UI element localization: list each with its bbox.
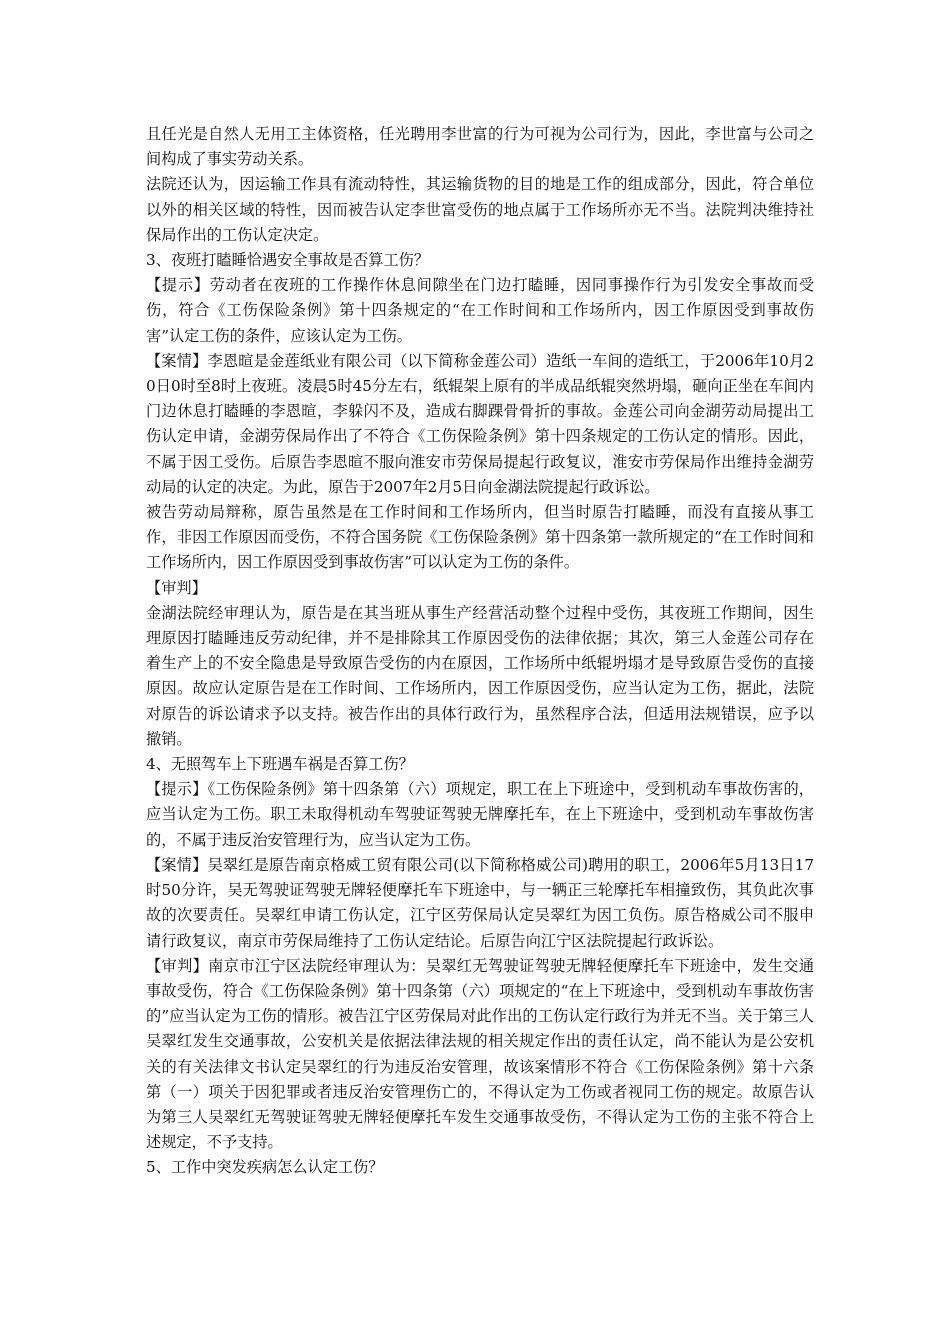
paragraph-case-3-judgment: 金湖法院经审理认为，原告是在其当班从事生产经营活动整个过程中受伤，其夜班工作期间，因生理原因打瞌睡违反劳动纪律，并不是排除其工作原因受伤的法律依据；其次，第三人金莲公司存在着生产上的不安全隐患是导致原告受伤的内在原因，工作场所中纸辊坍塌才是导致原告受伤的直接原因。故应认定原告是在工作时间、工作场所内，因工作原因受伤，应当认定为工伤，据此，法院对原告的诉讼请求予以支持。被告作出的具体行政行为，虽然程序合法，但适用法规错误，应予以撤销。 — [146, 603, 814, 748]
document-page — [146, 122, 814, 1181]
paragraph-case-3-hint: 【提示】劳动者在夜班的工作操作休息间隙坐在门边打瞌睡，因同事操作行为引发安全事故而受伤，符合《工伤保险条例》第十四条规定的“在工作时间和工作场所内，因工作原因受到事故伤害”认定工伤的条件，应该认定为工伤。 — [146, 276, 814, 345]
paragraph-court-opinion: 法院还认为，因运输工作具有流动特性，其运输货物的目的地是工作的组成部分，因此，符合单位以外的相关区域的特性，因而被告认定李世富受伤的地点属于工作场所亦无不当。法院判决维持社保局作出的工伤认定决定。 — [146, 175, 814, 244]
paragraph-case-4-judgment: 【审判】南京市江宁区法院经审理认为：吴翠红无驾驶证驾驶无牌轻便摩托车下班途中，发生交通事故受伤，符合《工伤保险条例》第十四条第（六）项规定的“在上下班途中，受到机动车事故伤害的”应当认定为工伤的情形。被告江宁区劳保局对此作出的工伤认定行政行为并无不当。关于第三人吴翠红发生交通事故，公安机关是依据法律法规的相关规定作出的责任认定，尚不能认为是公安机关的有关法律文书认定吴翠红的行为违反治安管理，故该案情形不符合《工伤保险条例》第十六条第（一）项关于因犯罪或者违反治安管理伤亡的，不得认定为工伤或者视同工伤的规定。故原告认为第三人吴翠红无驾驶证驾驶无牌轻便摩托车发生交通事故受伤，不得认定为工伤的主张不符合上述规定，不予支持。 — [146, 956, 814, 1152]
paragraph-case-3-defense: 被告劳动局辩称，原告虽然是在工作时间和工作场所内，但当时原告打瞌睡，而没有直接从事工作，非因工作原因而受伤，不符合国务院《工伤保险条例》第十四条第一款所规定的“在工作时间和工作场所内，因工作原因受到事故伤害”可以认定为工伤的条件。 — [146, 503, 814, 572]
heading-case-5: 5、工作中突发疾病怎么认定工伤？ — [146, 1158, 384, 1177]
paragraph-employment-relation: 且任光是自然人无用工主体资格，任光聘用李世富的行为可视为公司行为，因此，李世富与公司之间构成了事实劳动关系。 — [146, 125, 814, 169]
heading-case-3: 3、夜班打瞌睡恰遇安全事故是否算工伤？ — [146, 251, 430, 270]
paragraph-case-3-facts: 【案情】李恩暄是金莲纸业有限公司（以下简称金莲公司）造纸一车间的造纸工，于2006年10月20日0时至8时上夜班。凌晨5时45分左右，纸辊架上原有的半成品纸辊突然坍塌，砸向正坐在车间内门边休息打瞌睡的李恩暄，李躲闪不及，造成右脚踝骨骨折的事故。金莲公司向金湖劳动局提出工伤认定申请，金湖劳保局作出了不符合《工伤保险条例》第十四条规定的工伤认定的情形。因此，不属于因工受伤。后原告李恩暄不服向淮安市劳保局提起行政复议，淮安市劳保局作出维持金湖劳动局的认定的决定。为此，原告于2007年2月5日向金湖法院提起行政诉讼。 — [146, 351, 814, 496]
paragraph-case-4-hint: 【提示】《工伤保险条例》第十四条第（六）项规定，职工在上下班途中，受到机动车事故伤害的，应当认定为工伤。职工未取得机动车驾驶证驾驶无牌摩托车，在上下班途中，受到机动车事故伤害的，不属于违反治安管理行为，应当认定为工伤。 — [146, 780, 814, 849]
heading-case-4: 4、无照驾车上下班遇车祸是否算工伤？ — [146, 755, 414, 774]
heading-case-3-judgment: 【审判】 — [146, 578, 207, 597]
paragraph-case-4-facts: 【案情】吴翠红是原告南京格威工贸有限公司(以下简称格威公司)聘用的职工，2006年5月13日17时50分许，吴无驾驶证驾驶无牌轻便摩托车下班途中，与一辆正三轮摩托车相撞致伤，其负此次事故的次要责任。吴翠红申请工伤认定，江宁区劳保局认定吴翠红为因工负伤。原告格威公司不服申请行政复议，南京市劳保局维持了工伤认定结论。后原告向江宁区法院提起行政诉讼。 — [146, 855, 814, 950]
